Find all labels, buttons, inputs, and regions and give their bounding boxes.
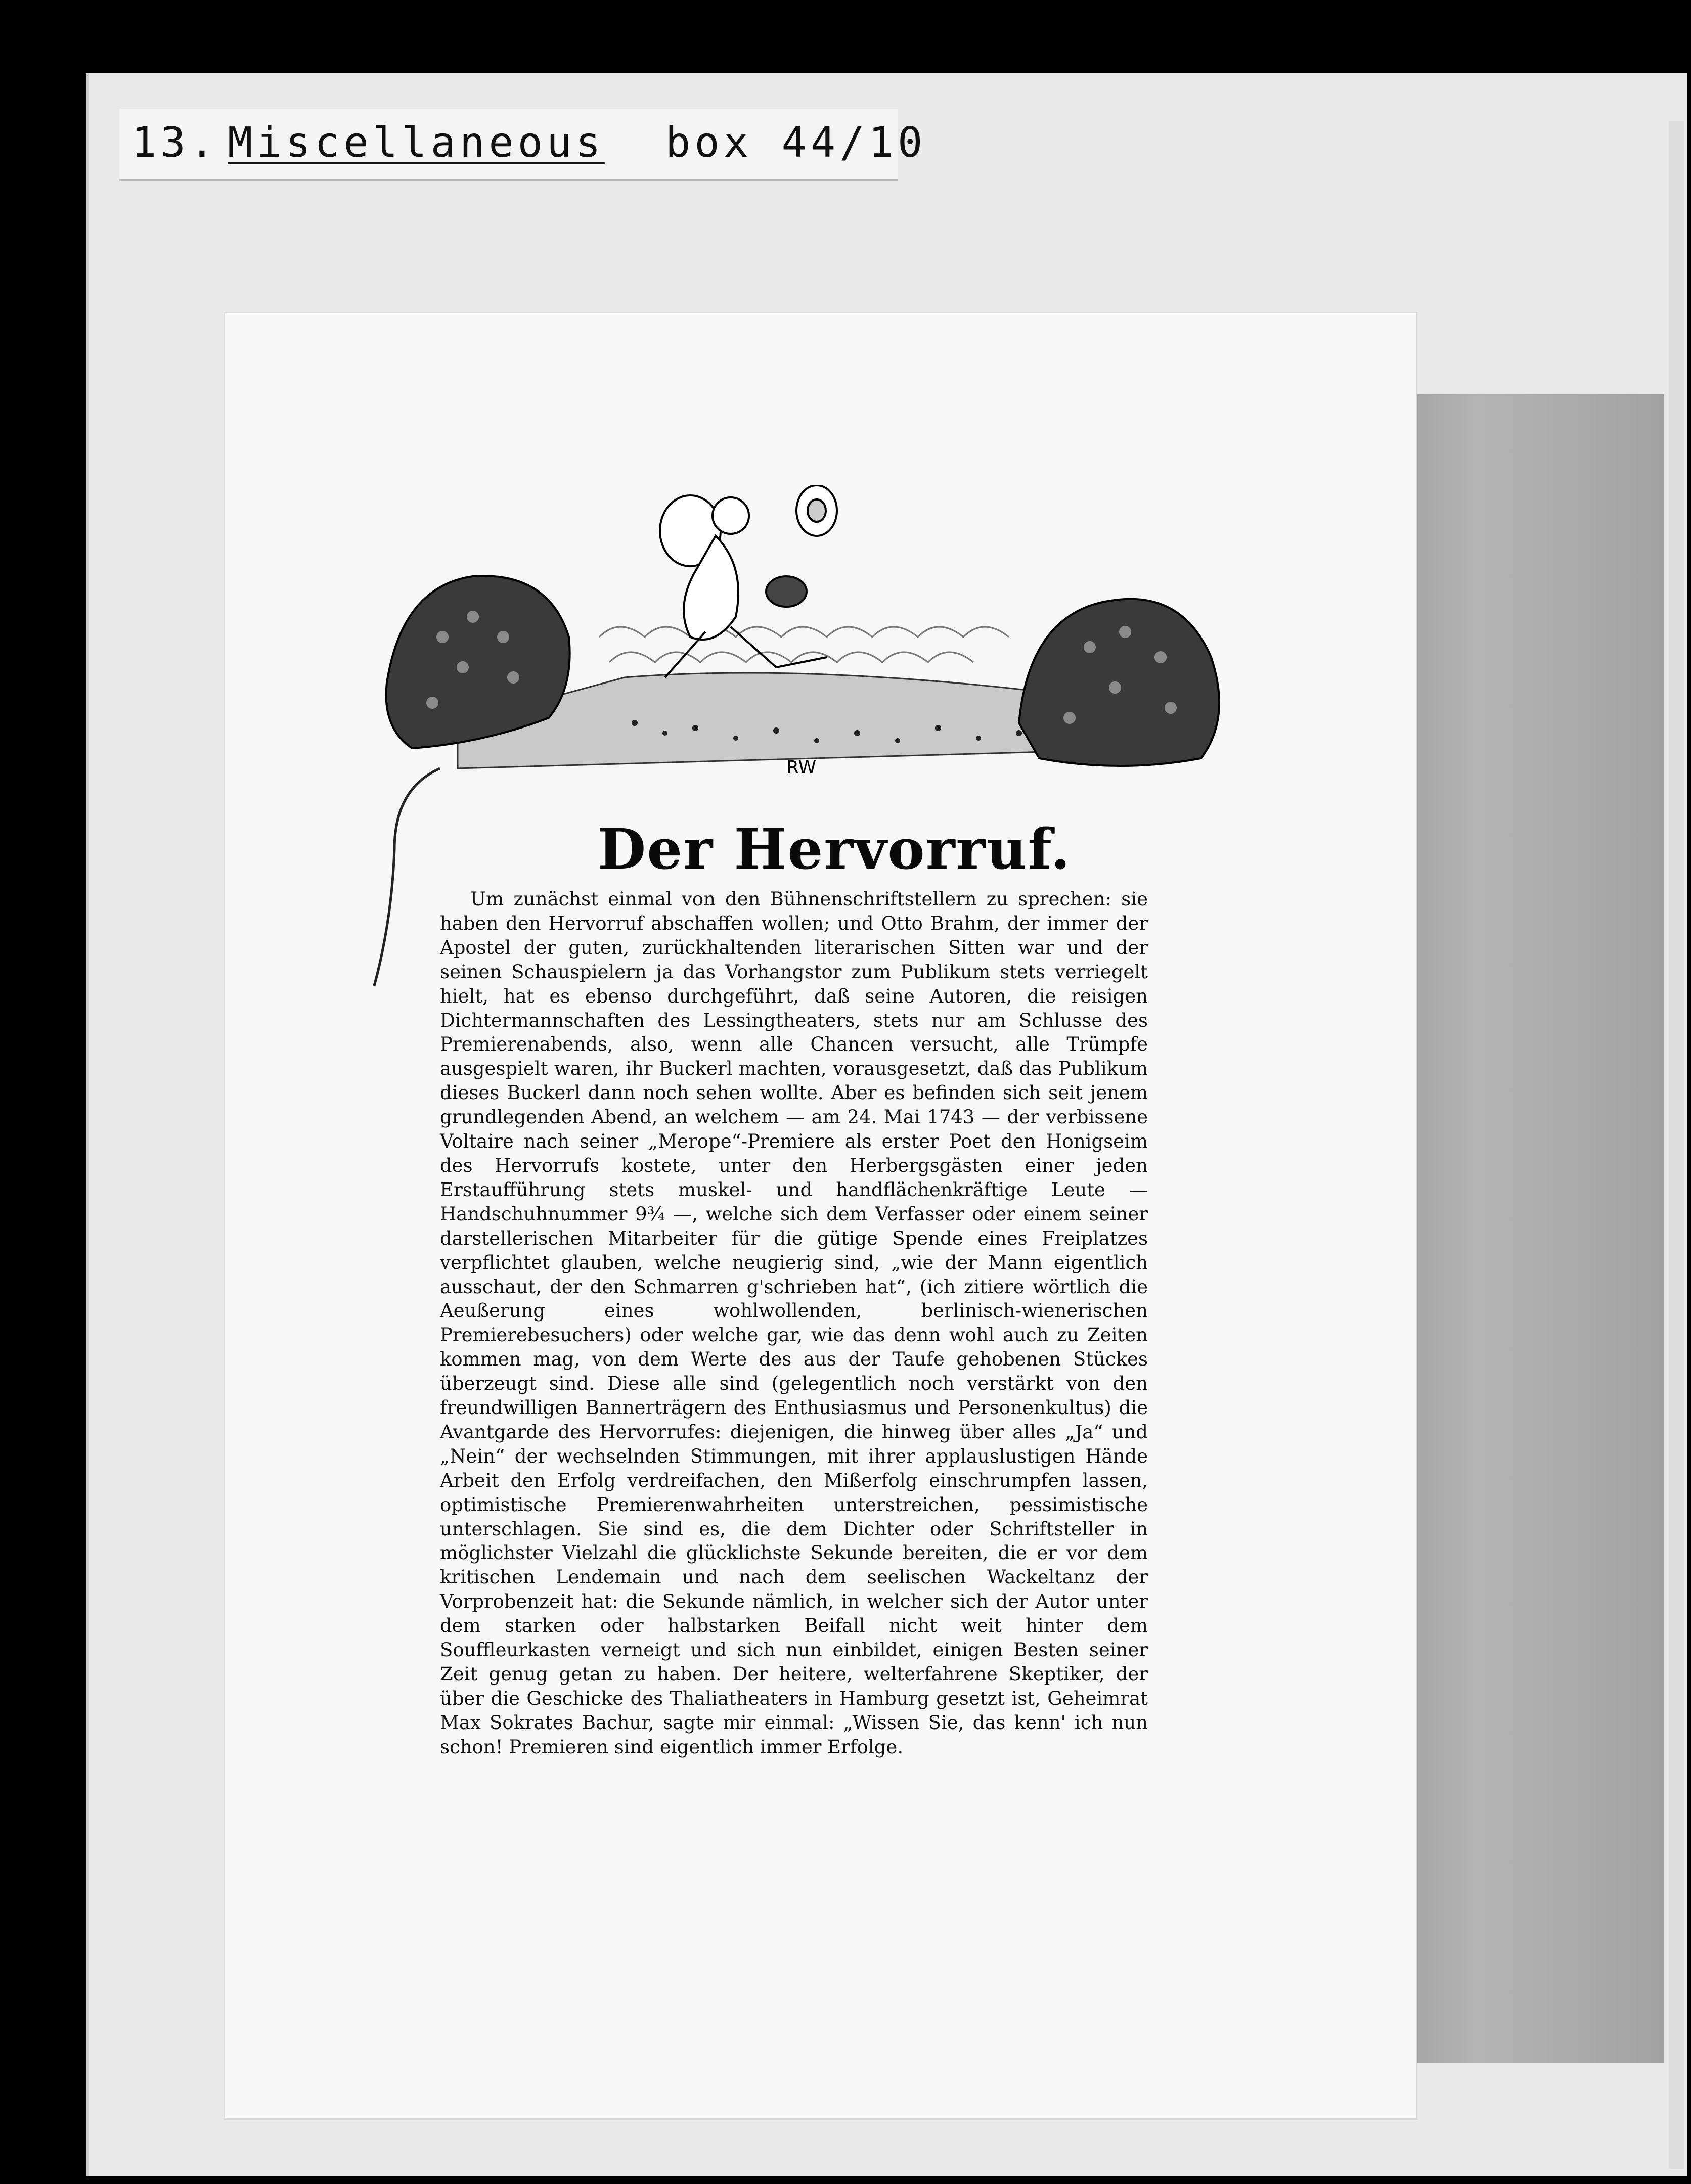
article-title: Der Hervorruf.: [597, 816, 1072, 882]
article-paragraph: Um zunächst einmal von den Bühnenschriftstellern zu sprechen: sie haben den Hervorruf abschaffen wollen; und Otto Brahm, der immer der Apostel der guten, zurückhaltenden literarischen Sitten war und der seinen Schauspielern ja das Vorhangstor zum Publikum stets verriegelt hielt, hat es ebenso durchgeführt, daß seine Autoren, die reisigen Dichtermannschaften des Lessingtheaters, stets nur am Schlusse des Premierenabends, also, wenn alle Chancen versucht, alle Trümpfe ausgespielt waren, ihr Buckerl machten, vorausgesetzt, daß das Publikum dieses Buckerl dann noch sehen wollte. Aber es befinden sich seit jenem grundlegenden Abend, an welchem — am 24. Mai 1743 — der verbissene Voltaire nach seiner „Merope“-Premiere als erster Poet den Honigseim des Hervorrufs kostete, unter den Herbergsgästen einer jeden Erstaufführung stets muskel- und handflächenkräftige Leute — Handschuhnummer 9¾ —, welche sich dem Verfasser oder einem seiner darstellerischen Mitarbeiter für die gütige Spende eines Freiplatzes verpflichtet glauben, welche neugierig sind, „wie der Mann eigentlich ausschaut, der den Schmarren g'schrieben hat“, (ich zitiere wörtlich die Aeußerung eines wohlwollenden, berlinisch-wienerischen Premierebesuchers) oder welche gar, wie das denn wohl auch zu Zeiten kommen mag, von dem Werte des aus der Taufe gehobenen Stückes überzeugt sind. Diese alle sind (gelegentlich noch verstärkt von den freundwilligen Bannerträgern des Enthusiasmus und Personenkultus) die Avantgarde des Hervorrufes: diejenigen, die hinweg über alles „Ja“ und „Nein“ der wechselnden Stimmungen, mit ihrer applauslustigen Hände Arbeit den Erfolg verdreifachen, den Mißerfolg einschrumpfen lassen, optimistische Premierenwahrheiten unterstreichen, pessimistische unterschlagen. Sie sind es, die dem Dichter oder Schriftsteller in möglichster Vielzahl die glücklichste Sekunde bereiten, die er vor dem kritischen Lendemain und nach dem seelischen Wackeltanz der Vorprobenzeit hat: die Sekunde nämlich, in welcher sich der Autor unter dem starken oder halbstarken Beifall nicht weit hinter dem Souffleurkasten verneigt und sich nun einbildet, einigen Besten seiner Zeit genug getan zu haben. Der heitere, welterfahrene Skeptiker, der über die Geschicke des Thaliatheaters in Hamburg gesetzt ist, Geheimrat Max Sokrates Bachur, sagte mir einmal: „Wissen Sie, das kenn' ich nun schon! Premieren sind eigentlich immer Erfolge.: [440, 888, 1148, 1758]
archive-label: [119, 109, 927, 181]
cloud-lines: [599, 627, 1009, 662]
article-body: [440, 887, 1148, 1759]
mount-board-edge: [1669, 121, 1684, 2169]
cherub-illustration: [382, 485, 1252, 784]
right-bush: [1019, 599, 1219, 766]
label-category: Miscellaneous: [228, 119, 605, 167]
label-box: box 44/10: [665, 119, 927, 167]
label-number: 13.: [131, 119, 219, 167]
artist-monogram: RW: [786, 757, 817, 778]
cherub: [660, 485, 837, 677]
